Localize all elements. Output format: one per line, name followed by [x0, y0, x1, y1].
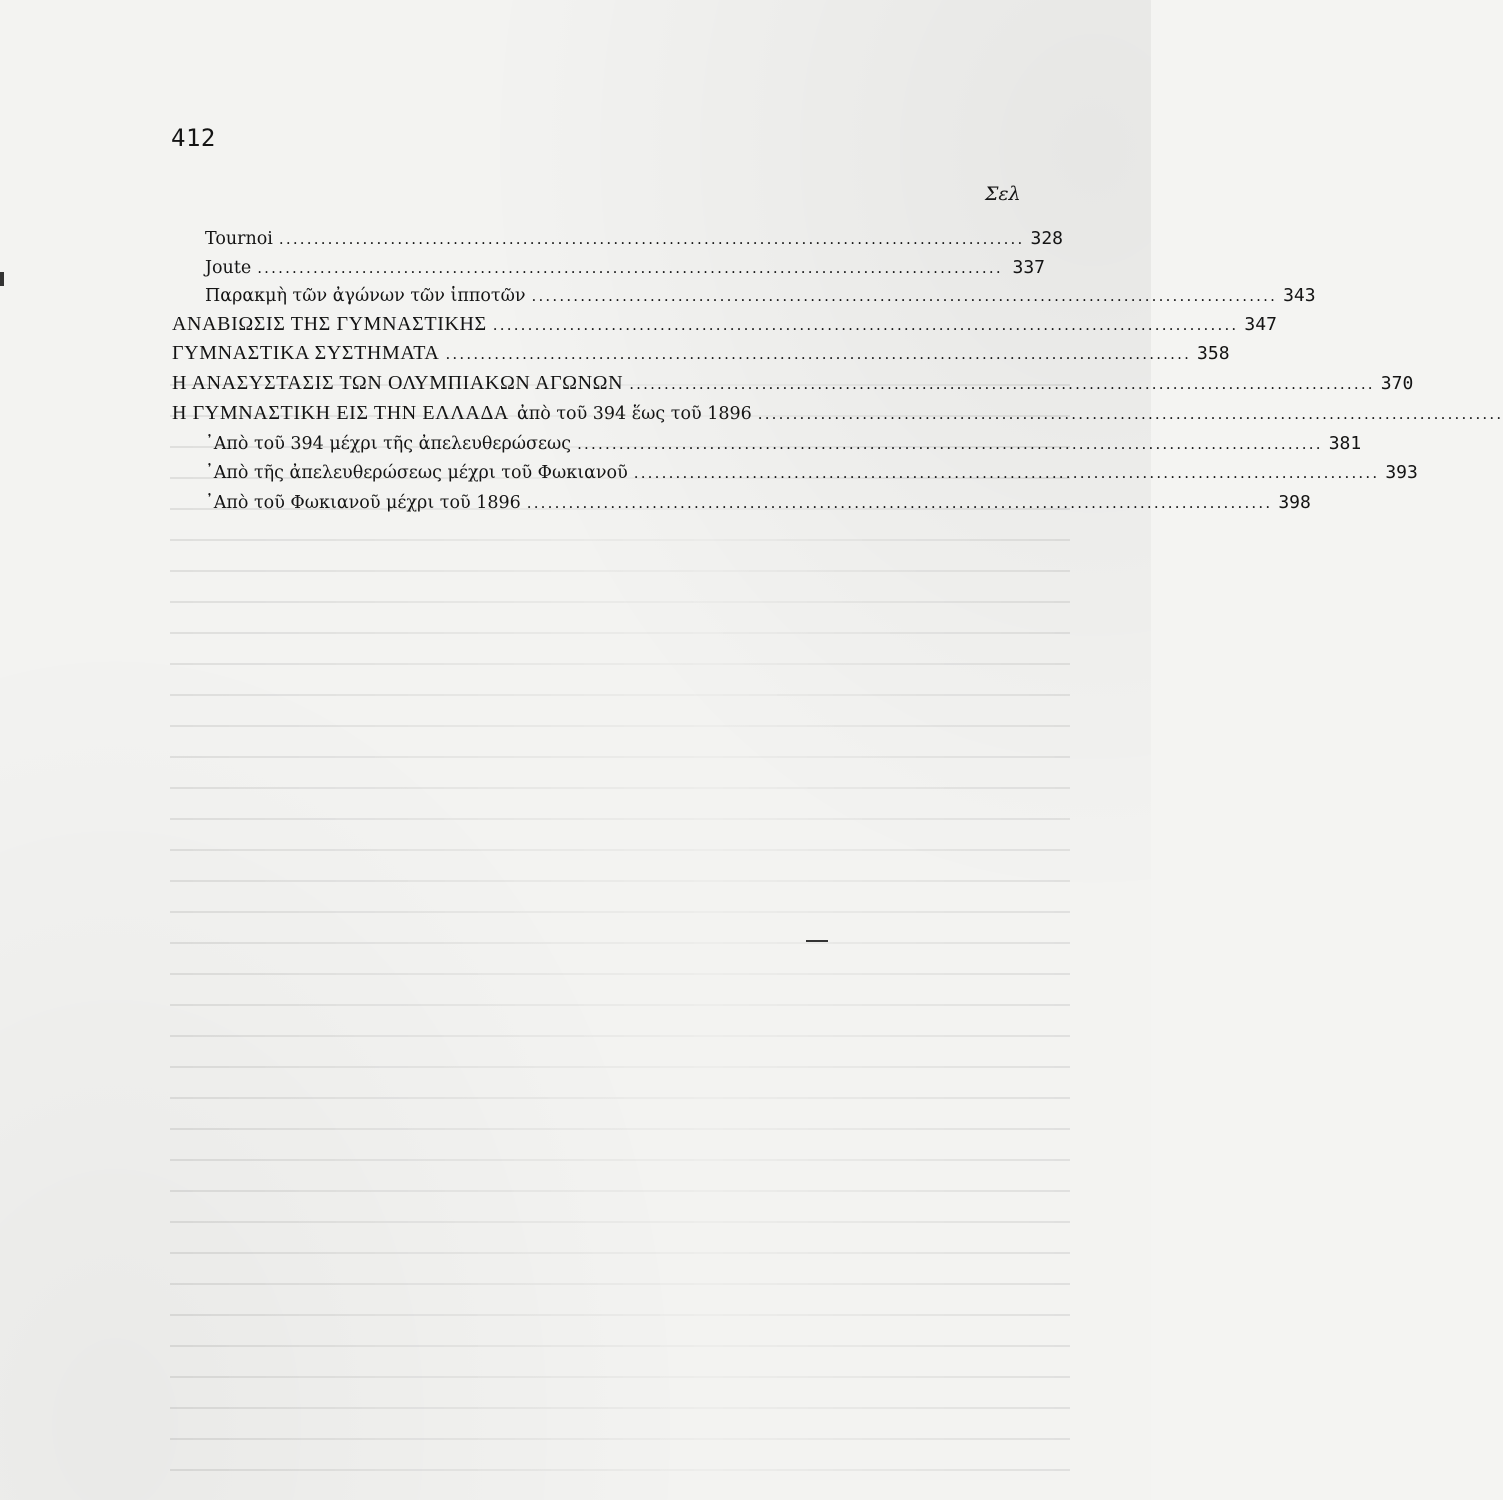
toc-entry-title: Η ΓΥΜΝΑΣΤΙΚΗ ΕΙΣ ΤΗΝ ΕΛΛΑΔΑ — [172, 402, 509, 424]
toc-entry-title: ΑΝΑΒΙΩΣΙΣ ΤΗΣ ΓΥΜΝΑΣΤΙΚΗΣ — [172, 313, 487, 335]
toc-entry — [205, 228, 1063, 254]
dot-leader: ........................................................................................................... — [492, 316, 1239, 334]
dot-leader: ........................................................................................................... — [257, 259, 1003, 277]
toc-entry — [205, 285, 1316, 311]
toc-entry-page: 393 — [1385, 462, 1418, 483]
toc-entry-title: Η ΑΝΑΣΥΣΤΑΣΙΣ ΤΩΝ ΟΛΥΜΠΙΑΚΩΝ ΑΓΩΝΩΝ — [172, 372, 624, 394]
toc-entry-title: ᾿Απὸ τῆς ἀπελευθερώσεως μέχρι τοῦ Φωκιανοῦ — [205, 463, 628, 483]
toc-entry-page: 328 — [1030, 228, 1063, 249]
toc-entry-title: Παρακμὴ τῶν ἀγώνων τῶν ἱπποτῶν — [205, 286, 526, 306]
dot-leader: ........................................................................................................... — [629, 375, 1375, 393]
ink-dash — [806, 940, 828, 942]
margin-mark — [0, 272, 4, 286]
toc-entry — [172, 372, 1414, 398]
toc-entry-title: Joute — [205, 258, 252, 278]
toc-entry-page: 398 — [1278, 492, 1311, 513]
toc-entry-page: 358 — [1197, 343, 1230, 364]
toc-entry — [205, 462, 1418, 488]
toc-entry-page: 370 — [1380, 373, 1414, 394]
dot-leader: ........................................................................................................... — [445, 345, 1192, 363]
dot-leader: ........................................................................................................... — [577, 435, 1323, 453]
toc-entry-title: ᾿Απὸ τοῦ Φωκιανοῦ μέχρι τοῦ 1896 — [205, 493, 521, 513]
toc-entry-title: Tournoi — [205, 229, 273, 249]
toc-entry-subtitle: ἀπὸ τοῦ 394 ἕως τοῦ 1896 — [516, 404, 752, 424]
toc-entry — [205, 492, 1311, 518]
dot-leader: ........................................................................................................... — [531, 287, 1278, 305]
toc-entry — [205, 257, 1045, 283]
toc-entry-page: 343 — [1283, 285, 1316, 306]
dot-leader: ........................................................................................................... — [633, 464, 1380, 482]
toc-entry — [172, 402, 1503, 428]
toc-entry-page: 337 — [1012, 257, 1045, 278]
toc-entry-title: ᾿Απὸ τοῦ 394 μέχρι τῆς ἀπελευθερώσεως — [205, 434, 572, 454]
toc-entry — [172, 313, 1277, 339]
toc-entry-title: ΓΥΜΝΑΣΤΙΚΑ ΣΥΣΤΗΜΑΤΑ — [172, 342, 440, 364]
toc-entry-page: 347 — [1244, 314, 1277, 335]
toc-entry — [172, 342, 1230, 368]
dot-leader: ........................................................................................................... — [757, 405, 1503, 423]
toc-entry — [205, 433, 1362, 459]
page-column-header: Σελ — [985, 183, 1021, 205]
page-number: 412 — [171, 124, 216, 152]
show-through-text — [170, 360, 1070, 1480]
dot-leader: ........................................................................................................... — [278, 230, 1025, 248]
dot-leader: ........................................................................................................... — [526, 494, 1273, 512]
toc-entry-page: 381 — [1328, 433, 1362, 454]
